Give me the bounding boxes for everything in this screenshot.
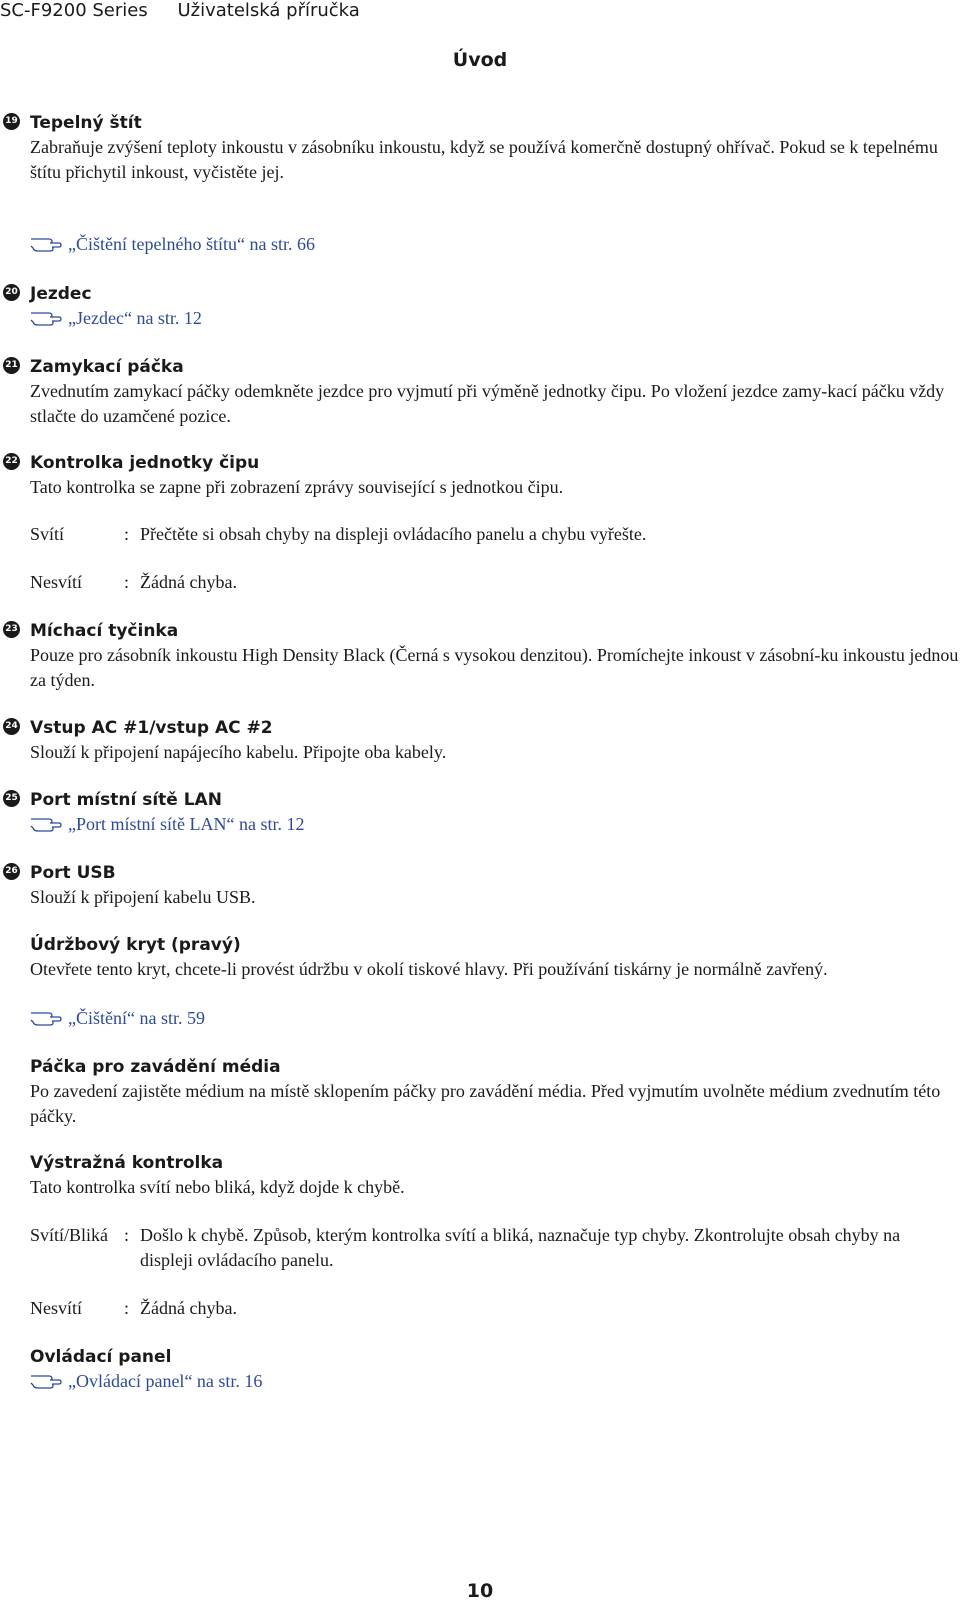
item-stirring-bar xyxy=(5,619,960,693)
item-title: Míchací tyčinka xyxy=(30,621,179,641)
ref-text: „Čištění tepelného štítu“ na str. 66 xyxy=(68,234,315,254)
ref-link-lan-port[interactable] xyxy=(30,812,960,837)
product-name: SC-F9200 Series xyxy=(0,0,148,21)
status-desc: Přečtěte si obsah chyby na displeji ovládacího panelu a chybu vyřešte. xyxy=(140,524,647,544)
page-number: 10 xyxy=(466,1580,494,1602)
status-term: Svítí/Bliká xyxy=(30,1225,109,1245)
ref-link-cleaning[interactable] xyxy=(30,1006,960,1031)
status-row-off xyxy=(30,1296,930,1321)
item-title: Kontrolka jednotky čipu xyxy=(30,453,260,473)
ref-text: „Port místní sítě LAN“ na str. 12 xyxy=(68,814,305,834)
item-number-badge: 26 xyxy=(3,863,20,880)
status-row-on-flashing xyxy=(30,1223,930,1273)
item-title: Port USB xyxy=(30,863,116,883)
item-title: Port místní sítě LAN xyxy=(30,790,222,810)
status-term: Nesvítí xyxy=(30,1298,82,1318)
item-control-panel xyxy=(30,1345,960,1394)
item-title: Zamykací páčka xyxy=(30,357,184,377)
item-title: Tepelný štít xyxy=(30,113,142,133)
status-separator: : xyxy=(124,1225,130,1245)
status-desc: Došlo k chybě. Způsob, kterým kontrolka svítí a bliká, naznačuje typ chyby. Zkontrolujte obsah chyby na displeji ovládacího panelu. xyxy=(140,1225,901,1270)
item-lock-lever xyxy=(5,355,960,429)
item-maintenance-cover xyxy=(30,933,960,982)
item-title: Jezdec xyxy=(30,284,92,304)
ref-text: „Ovládací panel“ na str. 16 xyxy=(68,1371,263,1391)
status-separator: : xyxy=(124,524,130,544)
item-number-badge: 19 xyxy=(3,113,20,130)
item-media-lever xyxy=(30,1055,960,1129)
item-text: Slouží k připojení kabelu USB. xyxy=(30,887,256,907)
status-desc: Žádná chyba. xyxy=(140,572,237,592)
item-text: Po zavedení zajistěte médium na místě sklopením páčky pro zavádění média. Před vyjmutím uvolněte médium zvednutím této páčky. xyxy=(30,1081,941,1126)
item-text: Tato kontrolka se zapne při zobrazení zprávy související s jednotkou čipu. xyxy=(30,477,564,497)
ref-link-carriage[interactable] xyxy=(30,306,960,331)
item-number-badge: 20 xyxy=(3,284,20,301)
item-number-badge: 25 xyxy=(3,790,20,807)
item-text: Tato kontrolka svítí nebo bliká, když dojde k chybě. xyxy=(30,1177,405,1197)
section-title: Úvod xyxy=(452,49,508,71)
pointing-hand-icon xyxy=(30,1373,64,1389)
item-heat-shield xyxy=(5,111,960,185)
item-title: Ovládací panel xyxy=(30,1347,172,1367)
item-title: Údržbový kryt (pravý) xyxy=(30,935,241,955)
item-warning-light xyxy=(30,1151,960,1200)
ref-text: „Čištění“ na str. 59 xyxy=(68,1008,205,1028)
pointing-hand-icon xyxy=(30,1010,64,1026)
status-separator: : xyxy=(124,572,130,592)
item-number-badge: 24 xyxy=(3,718,20,735)
status-row-off xyxy=(30,570,930,595)
status-desc: Žádná chyba. xyxy=(140,1298,237,1318)
item-ac-inlet xyxy=(5,716,960,765)
item-text: Pouze pro zásobník inkoustu High Density Black (Černá s vysokou denzitou). Promíchejte inkoust v zásobní-ku inkoustu jednou za týden. xyxy=(30,645,959,690)
pointing-hand-icon xyxy=(30,816,64,832)
pointing-hand-icon xyxy=(30,310,64,326)
item-number-badge: 21 xyxy=(3,357,20,374)
item-text: Zvednutím zamykací páčky odemkněte jezdce pro vyjmutí při výměně jednotky čipu. Po vložení jezdce zamy-kací páčku vždy stlačte do uzamčené pozice. xyxy=(30,381,945,426)
item-text: Zabraňuje zvýšení teploty inkoustu v zásobníku inkoustu, když se používá komerčně dostupný ohřívač. Pokud se k tepelnému štítu přichytil inkoust, vyčistěte jej. xyxy=(30,137,938,182)
item-title: Výstražná kontrolka xyxy=(30,1153,224,1173)
item-usb-port xyxy=(5,861,960,910)
ref-link-control-panel[interactable] xyxy=(30,1369,960,1394)
item-lan-port xyxy=(5,788,960,837)
item-text: Otevřete tento kryt, chcete-li provést údržbu v okolí tiskové hlavy. Při používání tiskárny je normálně zavřený. xyxy=(30,959,828,979)
status-separator: : xyxy=(124,1298,130,1318)
status-term: Nesvítí xyxy=(30,572,82,592)
item-text: Slouží k připojení napájecího kabelu. Připojte oba kabely. xyxy=(30,742,447,762)
item-number-badge: 23 xyxy=(3,621,20,638)
item-chip-unit-light xyxy=(5,451,960,500)
status-term: Svítí xyxy=(30,524,65,544)
ref-text: „Jezdec“ na str. 12 xyxy=(68,308,202,328)
item-carriage xyxy=(5,282,960,331)
item-title: Páčka pro zavádění média xyxy=(30,1057,281,1077)
page-header xyxy=(0,0,384,21)
ref-link-heat-shield[interactable] xyxy=(30,232,960,257)
pointing-hand-icon xyxy=(30,236,64,252)
item-title: Vstup AC #1/vstup AC #2 xyxy=(30,718,273,738)
status-row-on xyxy=(30,522,930,547)
manual-title: Uživatelská příručka xyxy=(177,0,360,21)
item-number-badge: 22 xyxy=(3,453,20,470)
